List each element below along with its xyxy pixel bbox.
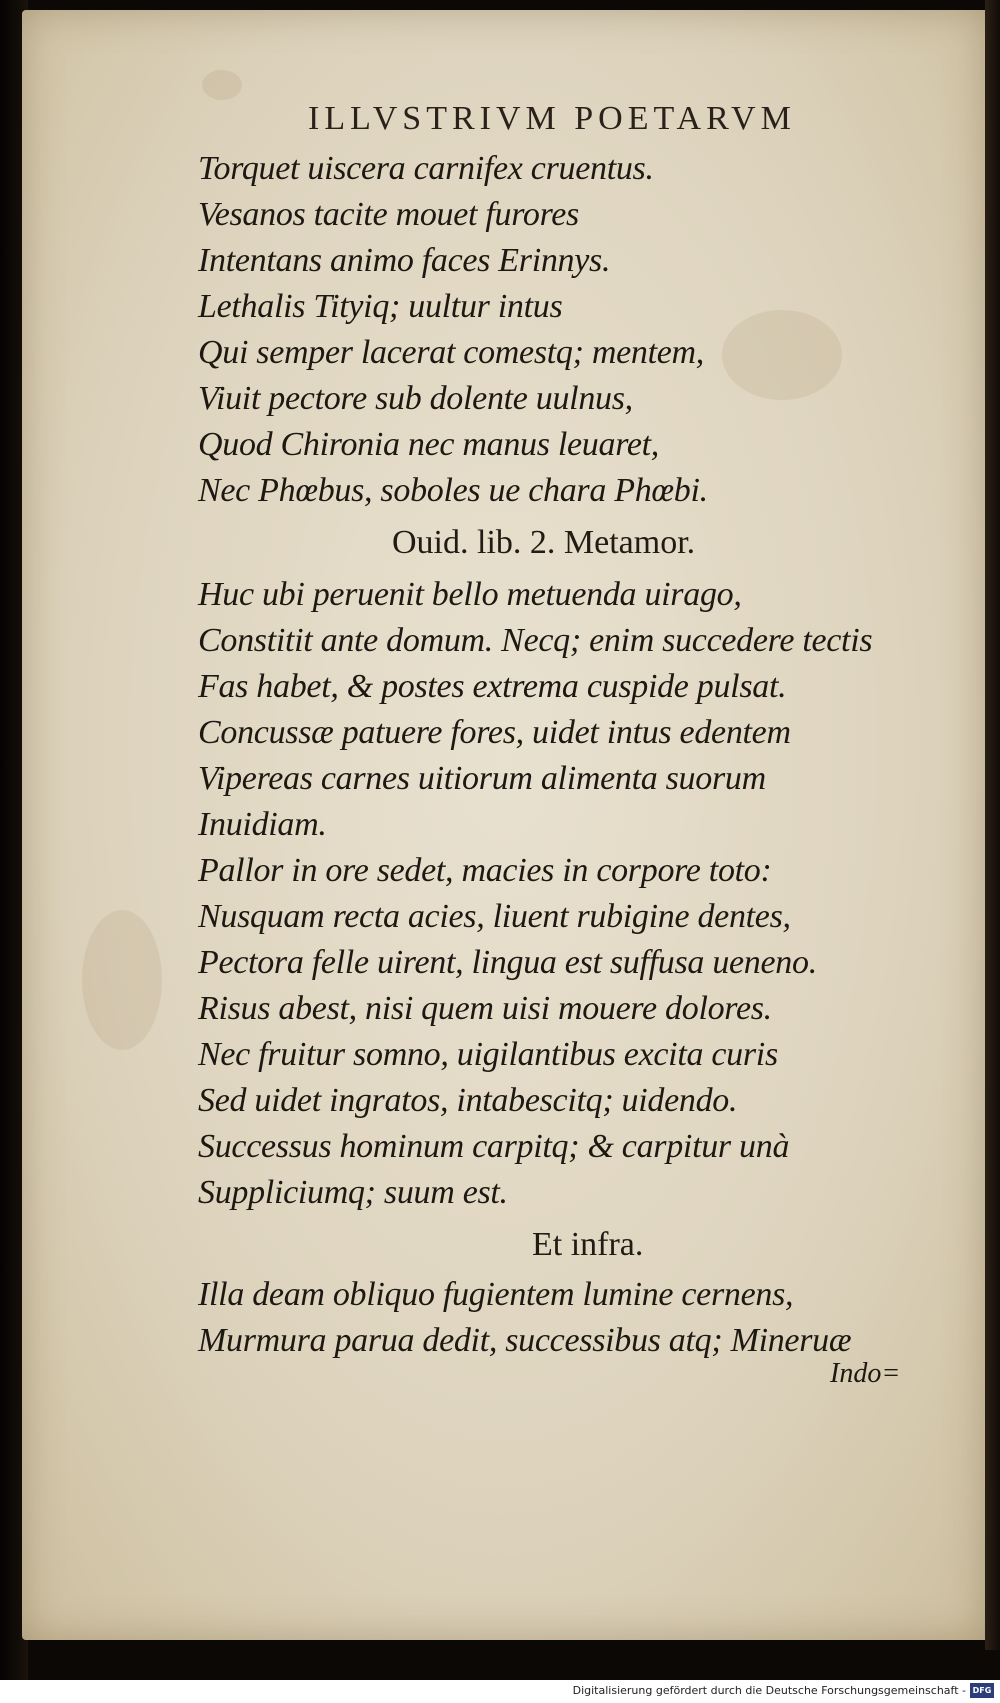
digitization-footer — [0, 1680, 1000, 1703]
catchword: Indo= — [830, 1358, 901, 1389]
verse-line: Illa deam obliquo fugientem lumine cernens, — [198, 1276, 794, 1313]
verse-line: Lethalis Tityiq; uultur intus — [198, 288, 563, 325]
verse-line: Pallor in ore sedet, macies in corpore toto: — [198, 852, 772, 889]
verse-line: Concussæ patuere fores, uidet intus edentem — [198, 714, 791, 751]
page-edge — [985, 0, 1000, 1650]
funding-credit: Digitalisierung gefördert durch die Deutsche Forschungsgemeinschaft - — [572, 1684, 966, 1697]
running-head: ILLVSTRIVM POETARVM — [308, 100, 796, 137]
section-heading: Ouid. lib. 2. Metamor. — [392, 524, 696, 561]
verse-line: Pectora felle uirent, lingua est suffusa ueneno. — [198, 944, 817, 981]
verse-line: Intentans animo faces Erinnys. — [198, 242, 611, 279]
verse-line: Successus hominum carpitq; & carpitur unà — [198, 1128, 790, 1165]
verse-line: Torquet uiscera carnifex cruentus. — [198, 150, 654, 187]
verse-line: Quod Chironia nec manus leuaret, — [198, 426, 660, 463]
verse-line: Viuit pectore sub dolente uulnus, — [198, 380, 633, 417]
verse-line: Inuidiam. — [198, 806, 327, 843]
verse-line: Risus abest, nisi quem uisi mouere dolores. — [198, 990, 772, 1027]
verse-line: Sed uidet ingratos, intabescitq; uidendo. — [198, 1082, 738, 1119]
verse-line: Fas habet, & postes extrema cuspide pulsat. — [198, 668, 787, 705]
verse-line: Huc ubi peruenit bello metuenda uirago, — [198, 576, 742, 613]
verse-line: Nec fruitur somno, uigilantibus excita curis — [198, 1036, 778, 1073]
verse-line: Constitit ante domum. Necq; enim succedere tectis — [198, 622, 873, 659]
verse-line: Vesanos tacite mouet furores — [198, 196, 579, 233]
verse-line: Nec Phœbus, soboles ue chara Phœbi. — [198, 472, 708, 509]
verse-line: Murmura parua dedit, successibus atq; Mineruæ — [198, 1322, 852, 1359]
paper-stain — [82, 910, 162, 1050]
section-heading: Et infra. — [532, 1226, 644, 1263]
verse-line: Suppliciumq; suum est. — [198, 1174, 508, 1211]
dfg-logo-icon: DFG — [970, 1683, 994, 1698]
paper-stain — [202, 70, 242, 100]
verse-line: Nusquam recta acies, liuent rubigine dentes, — [198, 898, 791, 935]
verse-line: Qui semper lacerat comestq; mentem, — [198, 334, 704, 371]
verse-line: Vipereas carnes uitiorum alimenta suorum — [198, 760, 766, 797]
paper-stain — [722, 310, 842, 400]
